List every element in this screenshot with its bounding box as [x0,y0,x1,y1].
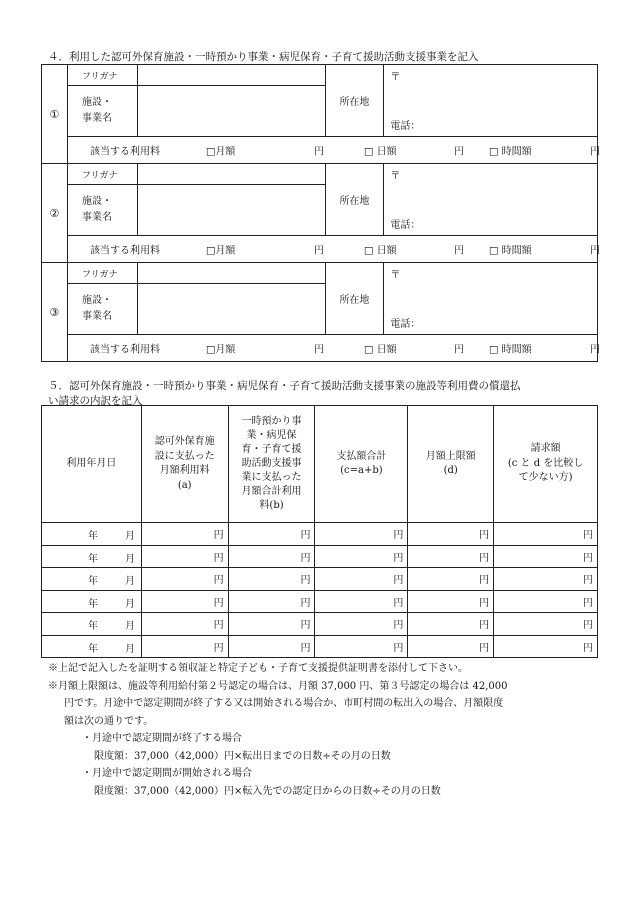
amount-e-cell[interactable] [494,635,598,658]
fee-daily-checkbox[interactable]: □ 日額 [363,146,397,158]
facility-furigana-row [42,263,598,284]
facility-name-label: 施設・ 事業名 [67,86,137,137]
amount-c-cell[interactable] [315,523,408,546]
facility-furigana-row [42,164,598,185]
amount-e-cell[interactable] [494,590,598,613]
note-line: 限度額：37,000（42,000）円×転出日までの日数÷その月の日数 [94,750,391,762]
year-label: 年 [88,643,98,655]
amount-c-cell[interactable] [315,635,408,658]
facility-name-input[interactable] [137,284,325,335]
amount-a-cell[interactable] [141,545,228,568]
yen-label: 円 [453,245,464,257]
year-label: 年 [88,553,98,565]
address-input[interactable] [384,164,598,236]
month-label: 月 [125,553,135,565]
header-d: 月額上限額 (d) [408,406,494,523]
yen-label: 円 [300,552,311,564]
note-line: 円です。月途中で認定期間が終了する又は開始される場合か、市町村間の転出入の場合、月額限度 [64,698,504,709]
year-label: 年 [88,576,98,587]
month-label: 月 [125,621,135,632]
note-line: 額は次の通りです。 [64,715,154,727]
yen-label: 円 [213,642,224,654]
facility-number: ① [42,65,68,164]
address-label: 所在地 [325,65,384,137]
facility-name-input[interactable] [137,86,325,137]
claim-row [42,635,598,658]
note-line: ※月額上限額は、施設等利用給付第２号認定の場合は、月額 37,000 円、第３号認定の場合は 42,000 [48,680,508,692]
note-line: ※上記で記入したを証明する領収証と特定子ども・子育て支援提供証明書を添付して下さい。 [48,663,468,674]
month-label: 月 [125,576,135,587]
amount-d-cell[interactable] [408,613,494,636]
year-label: 年 [88,621,98,632]
yen-label: 円 [313,245,324,257]
furigana-input[interactable] [137,263,325,284]
claim-row [42,545,598,568]
postal-mark: 〒 [390,270,401,281]
yen-label: 円 [300,642,311,654]
furigana-label: フリガナ [67,65,137,86]
amount-c-cell[interactable] [315,568,408,591]
fee-row [42,236,598,263]
amount-d-cell[interactable] [408,635,494,658]
fee-monthly-checkbox[interactable]: □月額 [205,344,236,356]
amount-a-cell[interactable] [141,635,228,658]
yen-label: 円 [300,597,311,609]
furigana-label: フリガナ [67,263,137,284]
amount-d-cell[interactable] [408,590,494,613]
tel-label: 電話： [390,220,421,231]
yen-label: 円 [300,575,311,587]
fee-cell [67,236,600,263]
amount-e-cell[interactable] [494,568,598,591]
yen-label: 円 [479,552,490,564]
claim-row [42,523,598,546]
yen-label: 円 [479,642,490,654]
note-line: ・月途中で認定期間が開始される場合 [82,768,252,779]
amount-b-cell[interactable] [228,523,315,546]
yen-label: 円 [583,620,593,632]
facility-number: ③ [42,263,68,362]
header-a: 認可外保育施 設に支払った 月額利用料 (a) [141,406,228,523]
year-label: 年 [88,531,98,542]
date-cell[interactable] [42,613,142,636]
claim-table [41,405,598,658]
fee-row [42,137,598,164]
yen-label: 円 [300,620,311,632]
fee-daily-checkbox[interactable]: □ 日額 [363,245,397,257]
yen-label: 円 [479,620,490,632]
address-input[interactable] [384,65,598,137]
amount-b-cell[interactable] [228,568,315,591]
yen-label: 円 [583,552,593,564]
postal-mark: 〒 [390,171,401,182]
fee-hourly-checkbox[interactable]: □ 時間額 [488,344,532,356]
section4-title: ４．利用した認可外保育施設・一時預かり事業・病児保育・子育て援助活動支援事業を記入 [48,51,479,63]
fee-monthly-checkbox[interactable]: □月額 [205,146,236,158]
claim-row [42,613,598,636]
yen-label: 円 [453,146,464,158]
yen-label: 円 [300,530,311,542]
note-line: ・月途中で認定期間が終了する場合 [82,733,242,744]
amount-c-cell[interactable] [315,613,408,636]
year-label: 年 [88,598,98,610]
furigana-label: フリガナ [67,164,137,185]
amount-b-cell[interactable] [228,613,315,636]
amount-d-cell[interactable] [408,523,494,546]
yen-label: 円 [589,146,600,158]
yen-label: 円 [313,146,324,158]
yen-label: 円 [393,575,404,587]
yen-label: 円 [583,575,593,587]
yen-label: 円 [313,344,324,356]
facility-table [41,64,598,362]
amount-a-cell[interactable] [141,523,228,546]
amount-a-cell[interactable] [141,590,228,613]
facility-name-input[interactable] [137,185,325,236]
furigana-input[interactable] [137,164,325,185]
fee-cell [67,137,600,164]
fee-hourly-checkbox[interactable]: □ 時間額 [488,146,532,158]
yen-label: 円 [393,642,404,654]
yen-label: 円 [393,552,404,564]
facility-name-label: 施設・ 事業名 [67,185,137,236]
date-cell[interactable] [42,635,142,658]
postal-mark: 〒 [390,72,401,83]
yen-label: 円 [589,245,600,257]
fee-label: 該当する利用料 [89,146,160,158]
date-cell[interactable] [42,568,142,591]
date-cell[interactable] [42,545,142,568]
fee-hourly-checkbox[interactable]: □ 時間額 [488,245,532,257]
address-input[interactable] [384,263,598,335]
amount-e-cell[interactable] [494,613,598,636]
facility-number: ② [42,164,68,263]
fee-label: 該当する利用料 [89,344,160,356]
yen-label: 円 [213,552,224,564]
facility-furigana-row [42,65,598,86]
fee-label: 該当する利用料 [89,245,160,257]
amount-e-cell[interactable] [494,523,598,546]
header-c: 支払額合計 (c=a+b) [315,406,408,523]
yen-label: 円 [583,642,593,654]
claim-row [42,568,598,591]
header-date: 利用年月日 [42,406,142,523]
yen-label: 円 [589,344,600,356]
yen-label: 円 [393,530,404,542]
amount-a-cell[interactable] [141,613,228,636]
tel-label: 電話： [390,121,421,132]
claim-row [42,590,598,613]
amount-b-cell[interactable] [228,590,315,613]
section5-title-line2: い請求の内訳を記入 [48,395,143,407]
furigana-input[interactable] [137,65,325,86]
yen-label: 円 [213,620,224,632]
section5-title-line1: ５．認可外保育施設・一時預かり事業・病児保育・子育て援助活動支援事業の施設等利用費の償還払 [48,380,521,392]
amount-d-cell[interactable] [408,568,494,591]
yen-label: 円 [479,575,490,587]
yen-label: 円 [213,530,224,542]
amount-a-cell[interactable] [141,568,228,591]
notes [48,660,608,800]
fee-daily-checkbox[interactable]: □ 日額 [363,344,397,356]
note-line: 限度額：37,000（42,000）円×転入先での認定日からの日数÷その月の日数 [94,785,441,797]
tel-label: 電話： [390,319,421,330]
month-label: 月 [125,598,135,610]
amount-d-cell[interactable] [408,545,494,568]
fee-row [42,335,598,362]
header-e: 請求額 (c と d を比較し て少ない方) [494,406,598,523]
amount-b-cell[interactable] [228,635,315,658]
date-cell[interactable] [42,590,142,613]
yen-label: 円 [213,597,224,609]
amount-b-cell[interactable] [228,545,315,568]
yen-label: 円 [479,597,490,609]
fee-monthly-checkbox[interactable]: □月額 [205,245,236,257]
yen-label: 円 [583,530,593,542]
yen-label: 円 [213,575,224,587]
yen-label: 円 [393,620,404,632]
facility-name-label: 施設・ 事業名 [67,284,137,335]
yen-label: 円 [453,344,464,356]
month-label: 月 [125,531,135,542]
address-label: 所在地 [325,164,384,236]
yen-label: 円 [393,597,404,609]
month-label: 月 [125,643,135,655]
amount-c-cell[interactable] [315,545,408,568]
yen-label: 円 [479,530,490,542]
claim-header-row [42,406,598,523]
fee-cell [67,335,600,362]
amount-c-cell[interactable] [315,590,408,613]
yen-label: 円 [583,597,593,609]
address-label: 所在地 [325,263,384,335]
amount-e-cell[interactable] [494,545,598,568]
header-b: 一時預かり事 業・病児保 育・子育て援 助活動支援事 業に支払った 月額合計利用 料(b) [228,406,315,523]
date-cell[interactable] [42,523,142,546]
